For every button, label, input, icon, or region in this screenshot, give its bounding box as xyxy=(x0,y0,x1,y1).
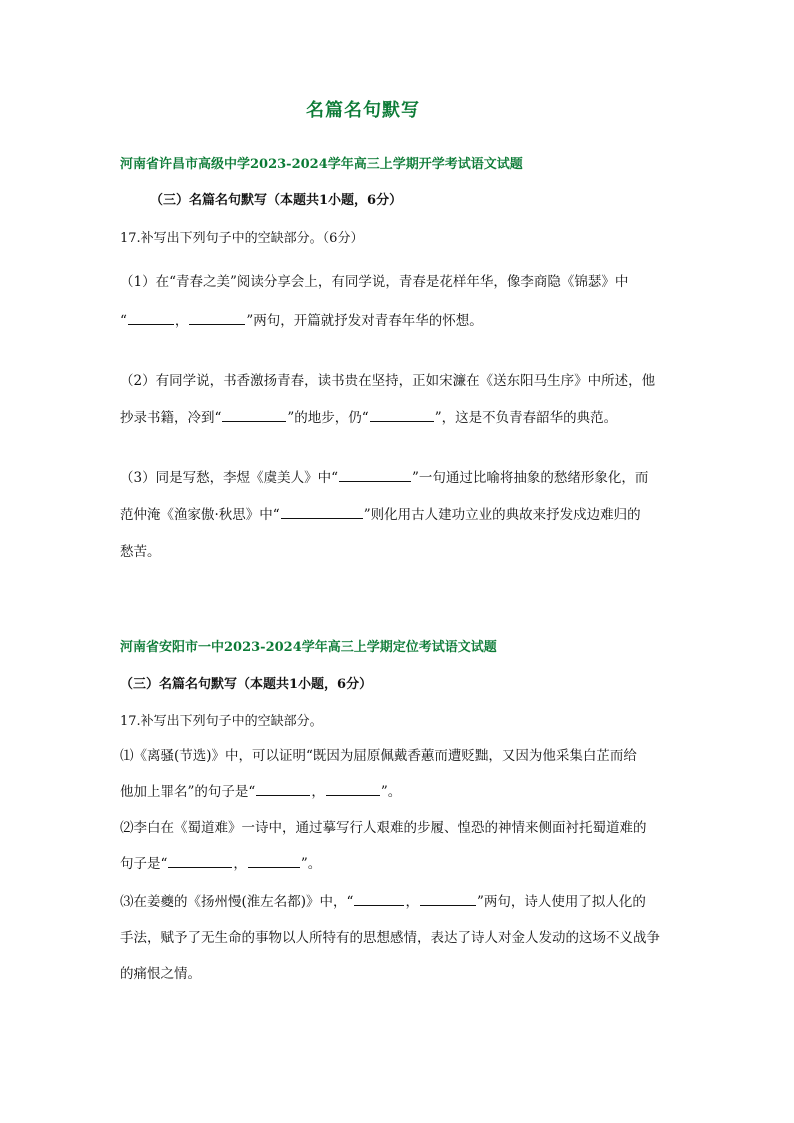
text-fragment: ”则化用古人建功立业的典故来抒发戍边难归的 xyxy=(363,507,641,523)
b2-item1-line1: ⑴《离骚(节选)》中，可以证明“既因为屈原佩戴香蕙而遭贬黜，又因为他采集白芷而给 xyxy=(120,748,637,764)
text-fragment: ， xyxy=(405,894,419,910)
b2-item1-line2 xyxy=(120,780,401,800)
answer-blank xyxy=(354,892,404,906)
text-fragment: 他加上罪名”的句子是“ xyxy=(120,784,256,800)
answer-blank xyxy=(248,854,300,868)
text-fragment: ⑶在姜夔的《扬州慢(淮左名都)》中，“ xyxy=(120,894,354,910)
text-fragment: “ xyxy=(120,313,127,329)
text-fragment: ”一句通过比喻将抽象的愁绪形象化，而 xyxy=(412,470,649,486)
text-fragment: ， xyxy=(174,313,189,329)
text-fragment: 句子是“ xyxy=(120,856,168,872)
answer-blank xyxy=(339,468,411,482)
b1-item2-line1: （2）有同学说，书香激扬青春，读书贵在坚持，正如宋濂在《送东阳马生序》中所述，他 xyxy=(120,373,656,389)
text-fragment: ”两句，诗人使用了拟人化的 xyxy=(476,894,646,910)
source-heading-xuchang: 河南省许昌市高级中学2023-2024学年高三上学期开学考试语文试题 xyxy=(120,157,523,172)
b1-item3-line2 xyxy=(120,503,641,523)
question-17-prompt-2: 17.补写出下列句子中的空缺部分。 xyxy=(120,714,323,729)
b1-item3-line1 xyxy=(120,466,648,486)
answer-blank xyxy=(256,782,310,796)
answer-blank xyxy=(420,892,476,906)
text-fragment: ”。 xyxy=(300,856,322,872)
b1-item3-line3: 愁苦。 xyxy=(120,544,161,560)
answer-blank xyxy=(189,311,245,325)
answer-blank xyxy=(168,854,232,868)
text-fragment: ， xyxy=(233,856,247,872)
text-fragment: ”，这是不负青春韶华的典范。 xyxy=(434,410,618,426)
source-heading-anyang: 河南省安阳市一中2023-2024学年高三上学期定位考试语文试题 xyxy=(120,640,497,655)
text-fragment: ， xyxy=(311,784,325,800)
text-fragment: （3）同是写愁，李煜《虞美人》中“ xyxy=(120,470,338,486)
b2-item2-line2 xyxy=(120,852,321,872)
b1-item1-line1: （1）在“青春之美”阅读分享会上，有同学说，青春是花样年华，像李商隐《锦瑟》中 xyxy=(120,274,629,290)
b2-item3-line2: 手法，赋予了无生命的事物以人所特有的思想感情，表达了诗人对金人发动的这场不义战争 xyxy=(120,930,660,946)
section-heading-2: （三）名篇名句默写（本题共1小题，6分） xyxy=(120,677,373,692)
question-17-prompt-1: 17.补写出下列句子中的空缺部分。（6分） xyxy=(120,231,364,246)
text-fragment: 范仲淹《渔家傲·秋思》中“ xyxy=(120,507,280,523)
answer-blank xyxy=(281,505,363,519)
answer-blank xyxy=(128,311,174,325)
b2-item3-line1 xyxy=(120,890,646,910)
text-fragment: ”两句，开篇就抒发对青春年华的怀想。 xyxy=(246,313,483,329)
b2-item3-line3: 的痛恨之情。 xyxy=(120,966,201,982)
answer-blank xyxy=(326,782,380,796)
b1-item1-line2 xyxy=(120,309,483,329)
text-fragment: ”。 xyxy=(380,784,402,800)
section-heading-1: （三）名篇名句默写（本题共1小题，6分） xyxy=(150,193,403,208)
answer-blank xyxy=(222,408,286,422)
b1-item2-line2 xyxy=(120,406,617,426)
text-fragment: ”的地步，仍“ xyxy=(287,410,369,426)
b2-item2-line1: ⑵李白在《蜀道难》一诗中，通过摹写行人艰难的步履、惶恐的神情来侧面衬托蜀道难的 xyxy=(120,820,647,836)
page-title: 名篇名句默写 xyxy=(306,100,420,121)
answer-blank xyxy=(370,408,434,422)
text-fragment: 抄录书籍，冷到“ xyxy=(120,410,222,426)
